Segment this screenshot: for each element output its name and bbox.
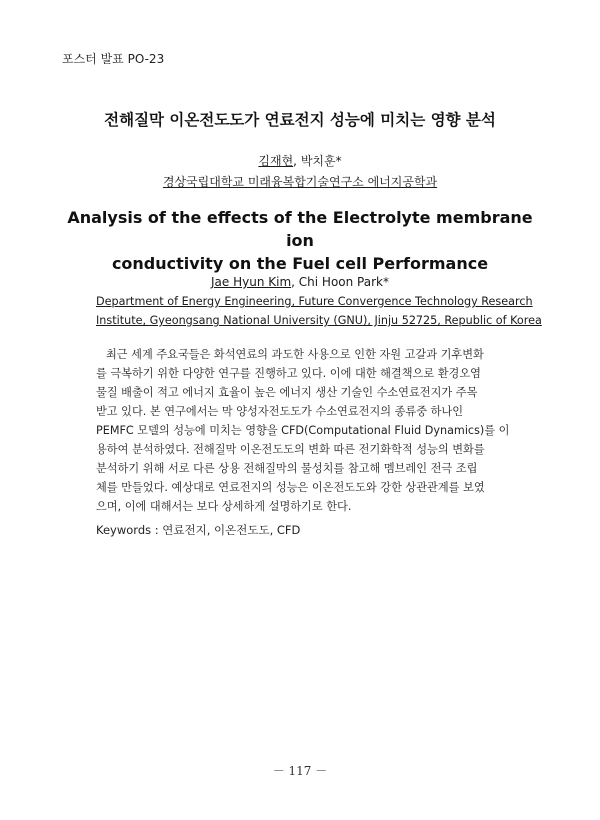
abstract-line: 를 극복하기 위한 다양한 연구를 진행하고 있다. 이에 대한 해결책으로 환경오염 [96,367,481,380]
english-author-primary: Jae Hyun Kim [211,275,292,289]
korean-author-separator: , [293,154,301,168]
abstract-line: 으며, 이에 대해서는 보다 상세하게 설명하기로 한다. [96,500,352,513]
page-number: － 117 － [272,764,328,778]
abstract-line: PEMFC 모델의 성능에 미치는 영향을 CFD(Computational Fluid Dynamics)를 이 [96,424,510,437]
poster-session-label: 포스터 발표 PO-23 [62,52,165,66]
english-title [60,206,540,275]
abstract-line: 체를 만들었다. 예상대로 연료전지의 성능은 이온전도도와 강한 상관관계를 보였 [96,481,485,494]
english-author-secondary: Chi Hoon Park* [298,275,389,289]
korean-authors [0,152,600,169]
korean-author-primary: 김재현 [258,154,294,168]
english-title-line: Analysis of the effects of the Electrolyte membrane ion [67,208,533,250]
english-authors [0,275,600,289]
korean-author-secondary: 박치훈* [300,154,342,168]
abstract-line: 분석하기 위해 서로 다른 상용 전해질막의 물성치를 참고해 멤브레인 전극 조립 [96,462,478,475]
keywords: Keywords : 연료전지, 이온전도도, CFD [96,523,301,537]
english-author-separator: , [291,275,299,289]
english-title-line: conductivity on the Fuel cell Performance [111,254,489,273]
english-affiliation-line: Department of Energy Engineering, Future Convergence Technology Research [96,295,533,308]
abstract-line: 용하여 분석하였다. 전해질막 이온전도도의 변화 따른 전기화학적 성능의 변화를 [96,443,485,456]
abstract-body [96,345,510,516]
english-affiliation-line: Institute, Gyeongsang National University (GNU), Jinju 52725, Republic of Korea [96,314,542,327]
abstract-line: 최근 세계 주요국들은 화석연료의 과도한 사용으로 인한 자원 고갈과 기후변화 [106,348,484,361]
abstract-line: 물질 배출이 적고 에너지 효율이 높은 에너지 생산 기술인 수소연료전지가 주목 [96,386,478,399]
korean-title: 전해질막 이온전도도가 연료전지 성능에 미치는 영향 분석 [104,111,496,129]
korean-affiliation: 경상국립대학교 미래융복합기술연구소 에너지공학과 [162,175,438,189]
english-affiliation [96,292,542,330]
abstract-line: 받고 있다. 본 연구에서는 막 양성자전도도가 수소연료전지의 종류중 하나인 [96,405,464,418]
